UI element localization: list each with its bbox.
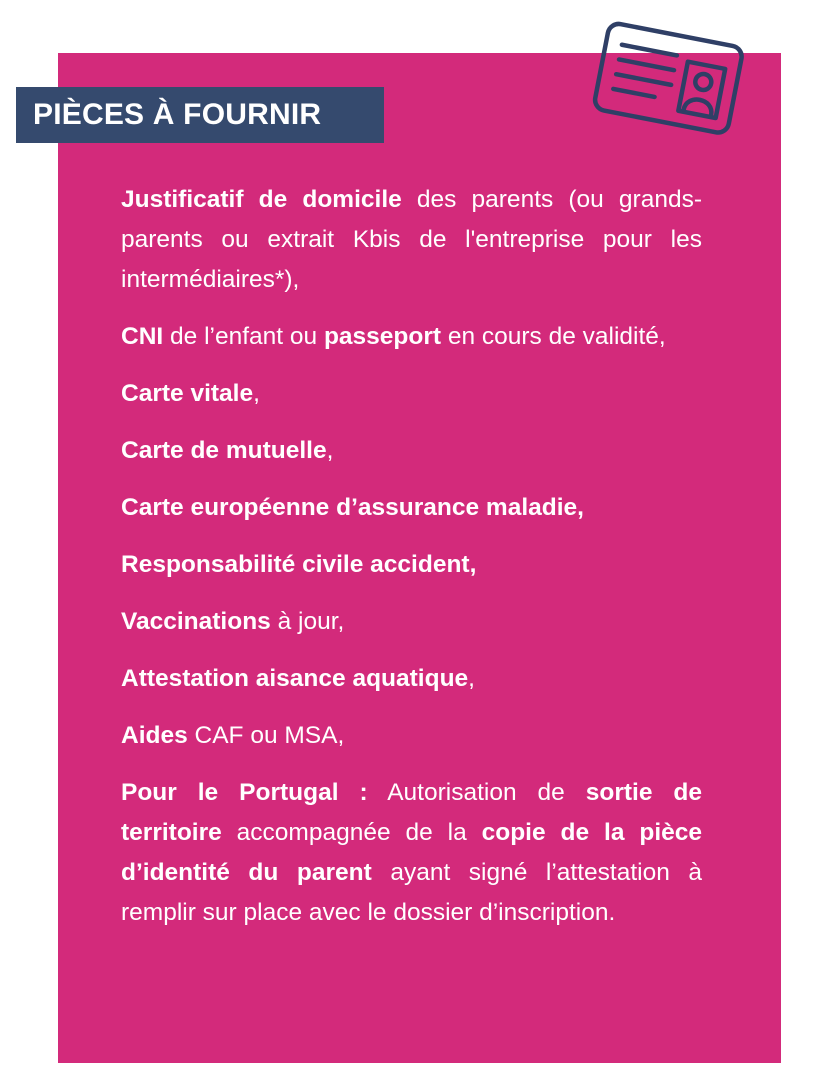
item-text: en cours de validité, — [441, 323, 666, 350]
list-item — [121, 431, 702, 471]
item-bold-text: Justificatif de domicile — [121, 186, 402, 213]
item-bold-text: Carte de mutuelle — [121, 437, 327, 464]
item-bold-text: Responsabilité civile accident, — [121, 551, 477, 578]
title-banner — [16, 87, 384, 143]
documents-list — [121, 180, 702, 950]
page-title: PIÈCES À FOURNIR — [33, 98, 322, 131]
item-bold-text: Pour le Portugal : — [121, 779, 368, 806]
item-bold-text: copie de la pièce d’identité du parent — [121, 819, 702, 886]
item-bold-text: Aides — [121, 722, 188, 749]
item-bold-text: Carte vitale — [121, 380, 254, 407]
list-item — [121, 716, 702, 756]
list-item — [121, 545, 702, 585]
list-item — [121, 488, 702, 528]
item-text: , — [468, 665, 475, 692]
item-text: CAF ou MSA, — [187, 722, 345, 749]
item-text: des parents (ou grands-parents ou extrait Kbis de l'entreprise pour les intermédiaires*), — [121, 186, 702, 293]
item-text: ayant signé l’attestation à remplir sur place avec le dossier d’inscription. — [121, 859, 703, 926]
item-text: à jour, — [270, 608, 345, 635]
list-item — [121, 659, 702, 699]
list-item — [121, 773, 702, 933]
item-text: Autorisation de — [367, 779, 586, 806]
item-bold-text: sortie de territoire — [121, 779, 702, 846]
list-item — [121, 374, 702, 414]
item-text: , — [326, 437, 334, 464]
item-bold-text: passeport — [323, 323, 442, 350]
item-text: , — [253, 380, 260, 407]
list-item — [121, 180, 702, 300]
item-text: de l’enfant ou — [163, 323, 324, 350]
id-card-icon — [586, 14, 748, 146]
item-text: accompagnée de la — [221, 819, 482, 846]
item-bold-text: Carte européenne d’assurance maladie, — [121, 494, 584, 521]
item-bold-text: Vaccinations — [121, 608, 271, 635]
item-bold-text: CNI — [121, 323, 164, 350]
list-item — [121, 317, 702, 357]
list-item — [121, 602, 702, 642]
item-bold-text: Attestation aisance aquatique — [121, 665, 469, 692]
